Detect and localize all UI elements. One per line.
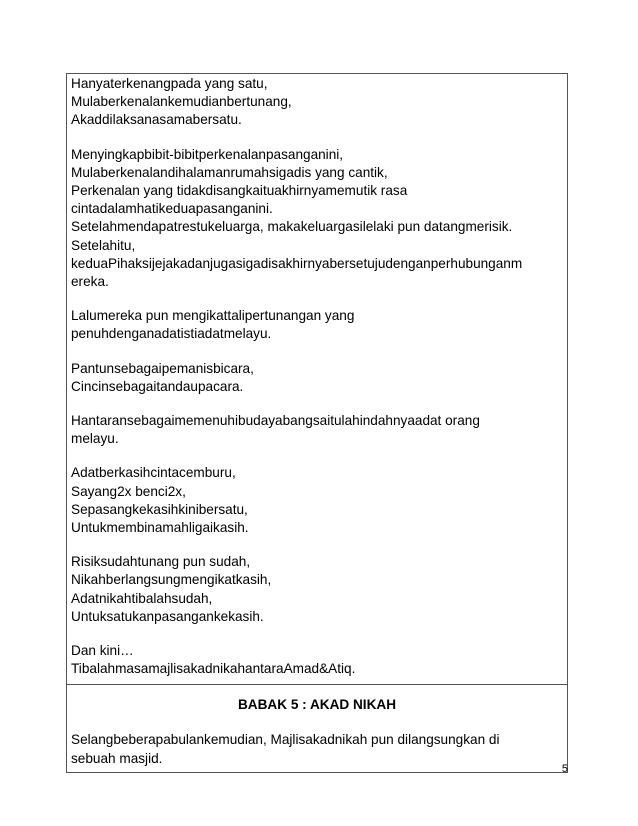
text-line: penuhdenganadatistiadatmelayu. [71, 326, 272, 342]
text-line: Setelahmendapatrestukeluarga, makakeluargasilelaki pun datangmerisik. [71, 219, 513, 235]
text-line: Adatberkasihcintacemburu, [71, 465, 236, 481]
paragraph-8 [71, 642, 563, 678]
text-line: Sayang2x benci2x, [71, 483, 186, 499]
text-line: Untukmembinamahligaikasih. [71, 520, 249, 536]
paragraph-3 [71, 307, 563, 343]
text-line: Dan kini… [71, 643, 134, 659]
text-line: Untuksatukanpasangankekasih. [71, 608, 264, 624]
text-line: melayu. [71, 431, 119, 447]
text-line: Pantunsebagaipemanisbicara, [71, 360, 254, 376]
paragraph-7 [71, 553, 563, 626]
text-line: Lalumereka pun mengikattalipertunangan yang [71, 308, 355, 324]
text-line: Mulaberkenalankemudianbertunang, [71, 94, 292, 110]
text-line: Akaddilaksanasamabersatu. [71, 112, 242, 128]
paragraph-5 [71, 412, 563, 448]
text-line: cintadalamhatikeduapasanganini. [71, 201, 273, 217]
text-line: Risiksudahtunang pun sudah, [71, 554, 251, 570]
text-line: Selangbeberapabulankemudian, Majlisakadnikah pun dilangsungkan di [71, 732, 500, 748]
script-table [66, 73, 568, 773]
page-number: 5 [561, 763, 568, 775]
text-line: TibalahmasamajlisakadnikahantaraAmad&Atiq. [71, 661, 356, 677]
text-line: Cincinsebagaitandaupacara. [71, 378, 244, 394]
text-line: Setelahitu, [71, 237, 136, 253]
text-line: sebuah masjid. [71, 750, 163, 766]
section-heading: BABAK 5 : AKAD NIKAH [237, 697, 397, 713]
text-line: Adatnikahtibalahsudah, [71, 590, 213, 606]
text-line: Hantaransebagaimemenuhibudayabangsaitulahindahnyaadat orang [71, 413, 480, 429]
text-line: ereka. [71, 274, 109, 290]
section-cell [67, 685, 567, 771]
text-line: Menyingkapbibit-bibitperkenalanpasanganini, [71, 146, 344, 162]
text-line: keduaPihaksijejakadanjugasigadisakhirnyabersetujudenganperhubunganm [71, 255, 523, 271]
paragraph-2 [71, 146, 563, 292]
text-line: Nikahberlangsungmengikatkasih, [71, 572, 272, 588]
section-paragraph [71, 731, 563, 767]
text-line: Hanyaterkenangpada yang satu, [71, 76, 268, 91]
paragraph-6 [71, 464, 563, 537]
text-line: Mulaberkenalandihalamanrumahsigadis yang cantik, [71, 164, 388, 180]
text-line: Perkenalan yang tidakdisangkaituakhirnyamemutik rasa [71, 183, 408, 199]
paragraph-4 [71, 360, 563, 396]
paragraph-1 [71, 75, 563, 130]
text-line: Sepasangkekasihkinibersatu, [71, 501, 248, 517]
narration-cell [67, 74, 567, 685]
